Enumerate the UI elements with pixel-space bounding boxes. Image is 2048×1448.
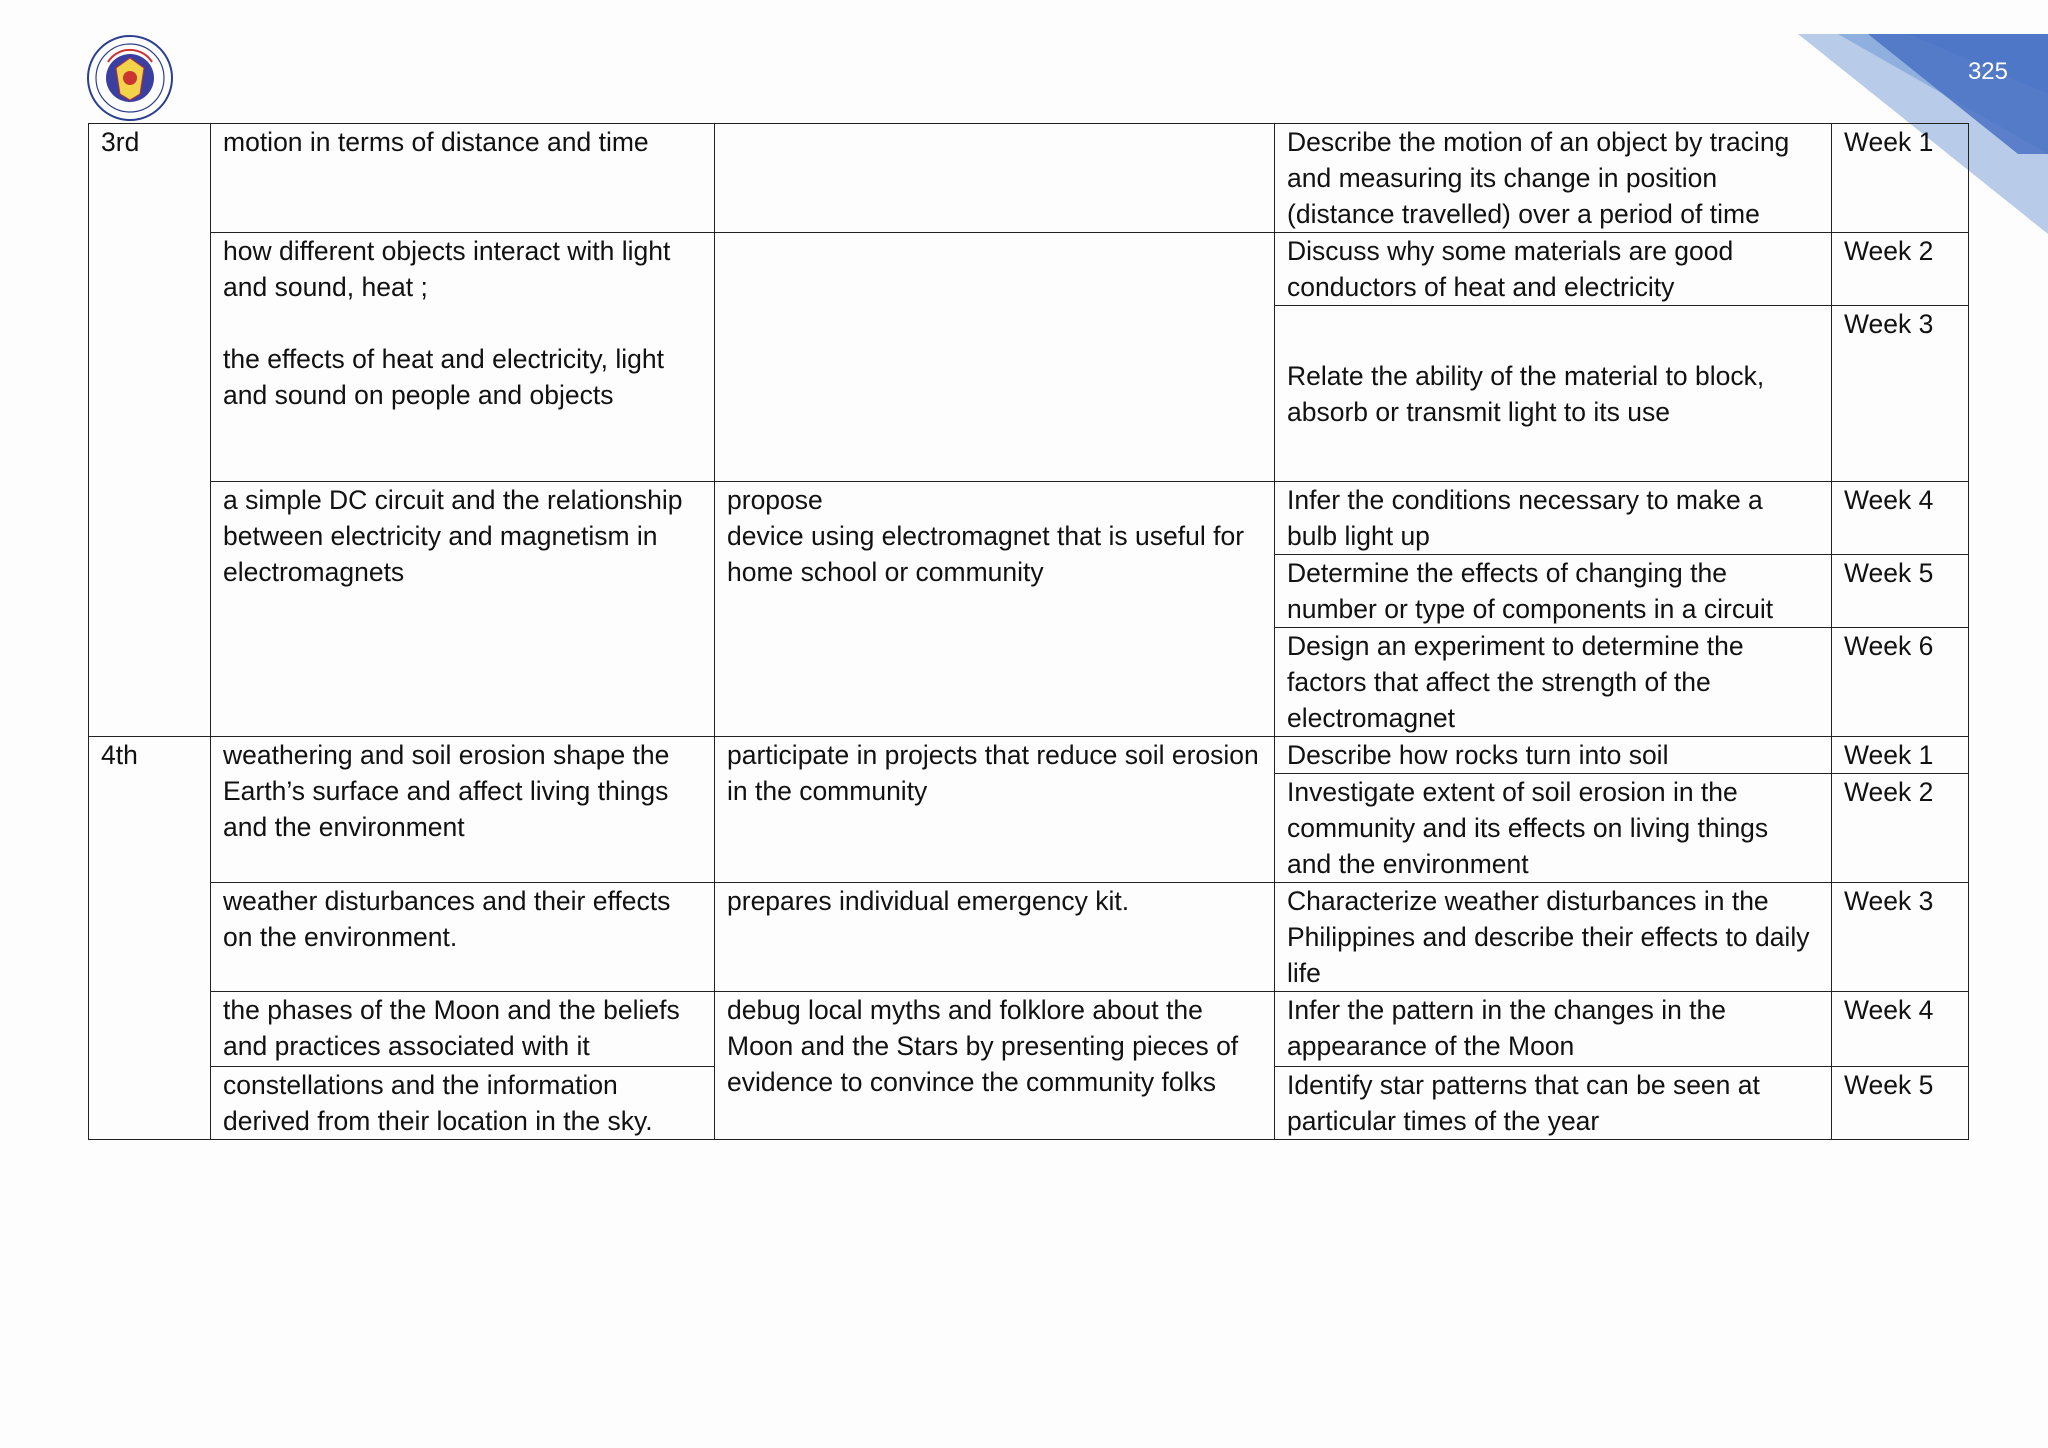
competency-cell: Determine the effects of changing the number or type of components in a circuit xyxy=(1275,555,1832,628)
table-row xyxy=(89,737,1969,774)
content-text: the effects of heat and electricity, light and sound on people and objects xyxy=(223,344,664,410)
competency-cell: Investigate extent of soil erosion in the community and its effects on living things and the environment xyxy=(1275,774,1832,883)
competency-cell: Relate the ability of the material to block, absorb or transmit light to its use xyxy=(1275,306,1832,482)
competency-cell: Identify star patterns that can be seen at particular times of the year xyxy=(1275,1067,1832,1140)
performance-text: propose xyxy=(727,485,823,515)
content-cell: a simple DC circuit and the relationship between electricity and magnetism in electromagnets xyxy=(211,482,715,737)
competency-cell: Infer the conditions necessary to make a bulb light up xyxy=(1275,482,1832,555)
quarter-cell: 3rd xyxy=(89,124,211,737)
table-row xyxy=(89,992,1969,1067)
performance-cell: debug local myths and folklore about the Moon and the Stars by presenting pieces of evidence to convince the community folks xyxy=(715,992,1275,1140)
week-cell: Week 5 xyxy=(1832,1067,1969,1140)
competency-cell: Describe the motion of an object by tracing and measuring its change in position (distance travelled) over a period of time xyxy=(1275,124,1832,233)
week-cell: Week 6 xyxy=(1832,628,1969,737)
content-cell: weather disturbances and their effects on the environment. xyxy=(211,883,715,992)
week-cell: Week 3 xyxy=(1832,306,1969,482)
deped-seal-icon xyxy=(86,34,174,122)
competency-cell: Characterize weather disturbances in the Philippines and describe their effects to daily life xyxy=(1275,883,1832,992)
performance-text: device using electromagnet that is useful for home school or community xyxy=(727,521,1245,587)
performance-cell xyxy=(715,233,1275,482)
week-cell: Week 1 xyxy=(1832,737,1969,774)
content-cell: weathering and soil erosion shape the Earth’s surface and affect living things and the environment xyxy=(211,737,715,883)
page-number: 325 xyxy=(1967,58,2008,85)
competency-cell: Infer the pattern in the changes in the appearance of the Moon xyxy=(1275,992,1832,1067)
competency-cell: Describe how rocks turn into soil xyxy=(1275,737,1832,774)
performance-cell: prepares individual emergency kit. xyxy=(715,883,1275,992)
week-cell: Week 4 xyxy=(1832,992,1969,1067)
content-cell xyxy=(211,233,715,482)
week-cell: Week 2 xyxy=(1832,774,1969,883)
performance-cell xyxy=(715,124,1275,233)
content-cell: constellations and the information derived from their location in the sky. xyxy=(211,1067,715,1140)
performance-cell: participate in projects that reduce soil erosion in the community xyxy=(715,737,1275,883)
content-cell: motion in terms of distance and time xyxy=(211,124,715,233)
quarter-cell: 4th xyxy=(89,737,211,1140)
content-text: how different objects interact with light and sound, heat ; xyxy=(223,236,671,302)
competency-cell: Design an experiment to determine the factors that affect the strength of the electromagnet xyxy=(1275,628,1832,737)
table-row xyxy=(89,233,1969,306)
week-cell: Week 5 xyxy=(1832,555,1969,628)
week-cell: Week 4 xyxy=(1832,482,1969,555)
week-cell: Week 1 xyxy=(1832,124,1969,233)
week-cell: Week 2 xyxy=(1832,233,1969,306)
curriculum-table xyxy=(88,123,1969,1140)
performance-cell xyxy=(715,482,1275,737)
content-cell: the phases of the Moon and the beliefs and practices associated with it xyxy=(211,992,715,1067)
competency-cell: Discuss why some materials are good conductors of heat and electricity xyxy=(1275,233,1832,306)
table-row xyxy=(89,482,1969,555)
table-row xyxy=(89,883,1969,992)
week-cell: Week 3 xyxy=(1832,883,1969,992)
table-row xyxy=(89,124,1969,233)
